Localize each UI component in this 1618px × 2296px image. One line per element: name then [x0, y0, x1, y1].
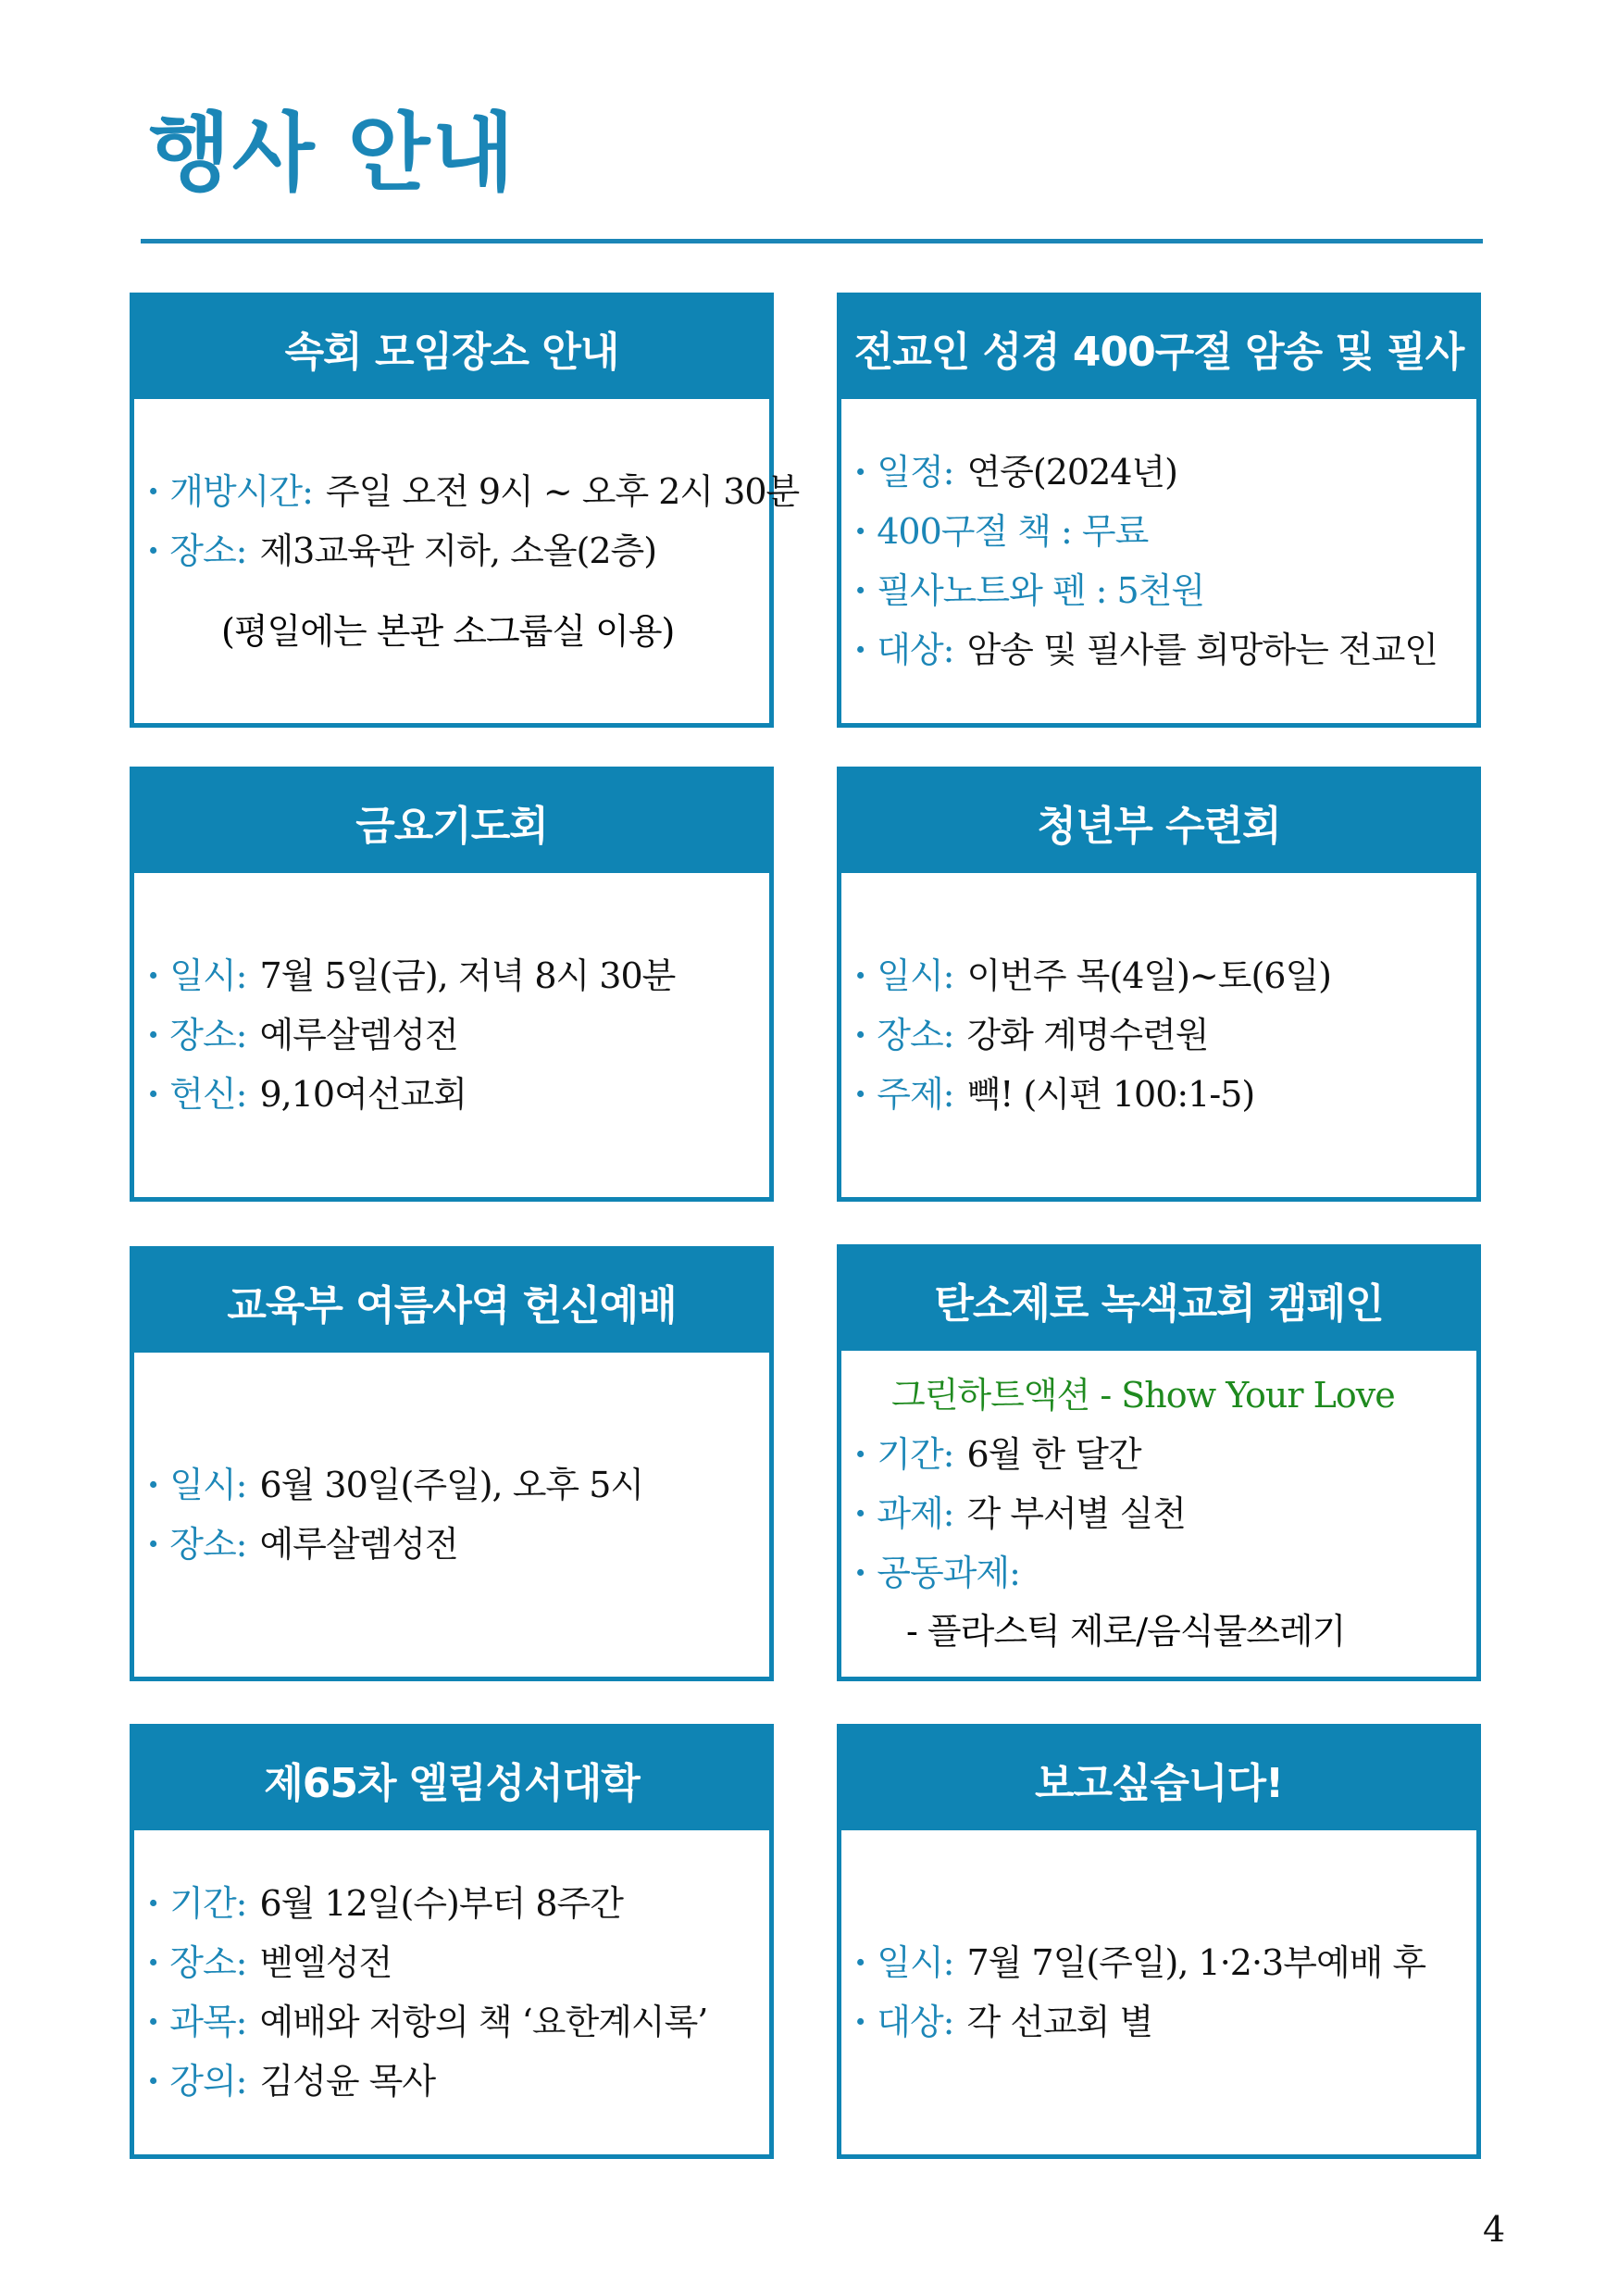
- info-text: 400구절 책 : 무료: [877, 511, 1149, 552]
- info-label: 주제:: [877, 1074, 954, 1115]
- box-content: [841, 399, 1476, 723]
- info-value: 9,10여선교회: [259, 1074, 467, 1115]
- info-value: [1020, 1553, 1033, 1593]
- box-title: 보고싶습니다!: [841, 1728, 1476, 1830]
- info-value: 6월 30일(주일), 오후 5시: [259, 1465, 644, 1505]
- info-note: (평일에는 본관 소그룹실 이용): [221, 610, 675, 652]
- info-value: 제3교육관 지하, 소올(2층): [259, 530, 657, 571]
- info-value: 각 선교회 별: [966, 2002, 1153, 2042]
- info-value: 이번주 목(4일)~토(6일): [966, 955, 1331, 996]
- info-label: 개방시간:: [169, 470, 313, 512]
- info-line: · 강의: 김성윤 목사: [147, 2060, 436, 2102]
- info-label: 대상:: [877, 630, 954, 670]
- info-label: 대상:: [877, 2002, 954, 2042]
- info-line: · 일시: 6월 30일(주일), 오후 5시: [147, 1464, 644, 1505]
- info-label: 장소:: [169, 1015, 247, 1055]
- info-line: · 기간: 6월 12일(수)부터 8주간: [147, 1882, 623, 1924]
- info-value: 벧엘성전: [259, 1942, 392, 1983]
- info-line: · 일시: 7월 5일(금), 저녁 8시 30분: [147, 955, 676, 996]
- info-label: 헌신:: [169, 1074, 247, 1115]
- info-label: 과제:: [877, 1493, 954, 1534]
- info-line: · 주제: 빽! (시편 100:1-5): [854, 1073, 1255, 1115]
- info-value: 7월 5일(금), 저녁 8시 30분: [259, 955, 676, 996]
- info-value: 암송 및 필사를 희망하는 전교인: [966, 630, 1438, 670]
- info-value: 6월 한 달간: [966, 1434, 1141, 1475]
- info-label: 과목:: [169, 2002, 247, 2042]
- info-line: · 장소: 제3교육관 지하, 소올(2층): [147, 529, 657, 571]
- page-number: 4: [1483, 2209, 1506, 2250]
- info-value: 7월 7일(주일), 1·2·3부예배 후: [966, 1942, 1426, 1983]
- box-youth-retreat: [837, 767, 1481, 1202]
- info-value: 6월 12일(수)부터 8주간: [259, 1883, 623, 1924]
- info-value: 예루살렘성전: [259, 1015, 458, 1055]
- info-value: 빽! (시편 100:1-5): [966, 1074, 1255, 1115]
- box-title: 금요기도회: [134, 771, 769, 873]
- box-bible-memorization: [837, 293, 1481, 728]
- info-line: · 일시: 이번주 목(4일)~토(6일): [854, 955, 1331, 996]
- title-divider: [141, 239, 1483, 243]
- info-value: 각 부서별 실천: [966, 1493, 1186, 1534]
- info-label: 기간:: [877, 1434, 954, 1475]
- page-title: 행사 안내: [148, 104, 517, 203]
- box-content: [841, 873, 1476, 1197]
- box-carbon-zero-campaign: [837, 1244, 1481, 1681]
- info-line: · 장소: 예루살렘성전: [147, 1014, 458, 1055]
- info-line: · 장소: 강화 계명수련원: [854, 1014, 1209, 1055]
- info-label: 강의:: [169, 2061, 247, 2102]
- box-title: 청년부 수련회: [841, 771, 1476, 873]
- info-line: · 일정: 연중(2024년): [854, 451, 1177, 493]
- info-value: 예배와 저항의 책 ‘요한계시록’: [259, 2002, 708, 2042]
- info-line: · 과목: 예배와 저항의 책 ‘요한계시록’: [147, 2001, 708, 2042]
- box-title: 탄소제로 녹색교회 캠페인: [841, 1249, 1476, 1351]
- box-content: [841, 1830, 1476, 2154]
- box-friday-prayer: [130, 767, 774, 1202]
- info-label: 일시:: [169, 955, 247, 996]
- info-line: · 과제: 각 부서별 실천: [854, 1492, 1186, 1534]
- info-line: · 대상: 암송 및 필사를 희망하는 전교인: [854, 629, 1438, 670]
- box-title: 교육부 여름사역 헌신예배: [134, 1251, 769, 1353]
- box-elim-bible-college: [130, 1724, 774, 2159]
- box-we-miss-you: [837, 1724, 1481, 2159]
- info-label: 장소:: [169, 1524, 247, 1565]
- info-sub-item: - 플라스틱 제로/음식물쓰레기: [906, 1611, 1346, 1652]
- campaign-subtitle: 그린하트액션 - Show Your Love: [891, 1375, 1395, 1416]
- info-line: · 개방시간: 주일 오전 9시 ~ 오후 2시 30분: [147, 469, 800, 512]
- info-label: 장소:: [169, 1942, 247, 1983]
- info-label: 일시:: [169, 1465, 247, 1505]
- info-label: 일시:: [877, 955, 954, 996]
- box-content: [134, 399, 800, 723]
- info-line: · 400구절 책 : 무료: [854, 510, 1149, 552]
- box-summer-ministry-service: [130, 1246, 774, 1681]
- info-label: 기간:: [169, 1883, 247, 1924]
- box-content: [134, 1830, 769, 2154]
- info-line: · 헌신: 9,10여선교회: [147, 1073, 467, 1115]
- info-line: · 장소: 예루살렘성전: [147, 1523, 458, 1565]
- info-value: 예루살렘성전: [259, 1524, 458, 1565]
- box-content: [134, 873, 769, 1197]
- info-line: · 장소: 벧엘성전: [147, 1941, 392, 1983]
- info-line: · 기간: 6월 한 달간: [854, 1433, 1141, 1475]
- info-value: 주일 오전 9시 ~ 오후 2시 30분: [325, 470, 800, 512]
- info-text: 필사노트와 펜 : 5천원: [877, 570, 1205, 611]
- box-small-group-location: [130, 293, 800, 728]
- info-label: 장소:: [169, 530, 247, 571]
- info-line: · 공동과제:: [854, 1543, 1465, 1603]
- info-line: · 대상: 각 선교회 별: [854, 2001, 1153, 2042]
- box-title: 전교인 성경 400구절 암송 및 필사: [841, 297, 1476, 399]
- info-label: 장소:: [877, 1015, 954, 1055]
- info-line: · 필사노트와 펜 : 5천원: [854, 569, 1205, 611]
- info-value: 연중(2024년): [966, 452, 1177, 493]
- info-value: 강화 계명수련원: [966, 1015, 1209, 1055]
- info-label: 일정:: [877, 452, 954, 493]
- box-content: [134, 1353, 769, 1677]
- box-content: [841, 1351, 1476, 1677]
- info-label: 일시:: [877, 1942, 954, 1983]
- info-line: · 일시: 7월 7일(주일), 1·2·3부예배 후: [854, 1941, 1426, 1983]
- box-title: 제65차 엘림성서대학: [134, 1728, 769, 1830]
- box-title: 속회 모임장소 안내: [134, 297, 769, 399]
- info-value: 김성윤 목사: [259, 2061, 436, 2102]
- info-label: 공동과제:: [877, 1553, 1020, 1593]
